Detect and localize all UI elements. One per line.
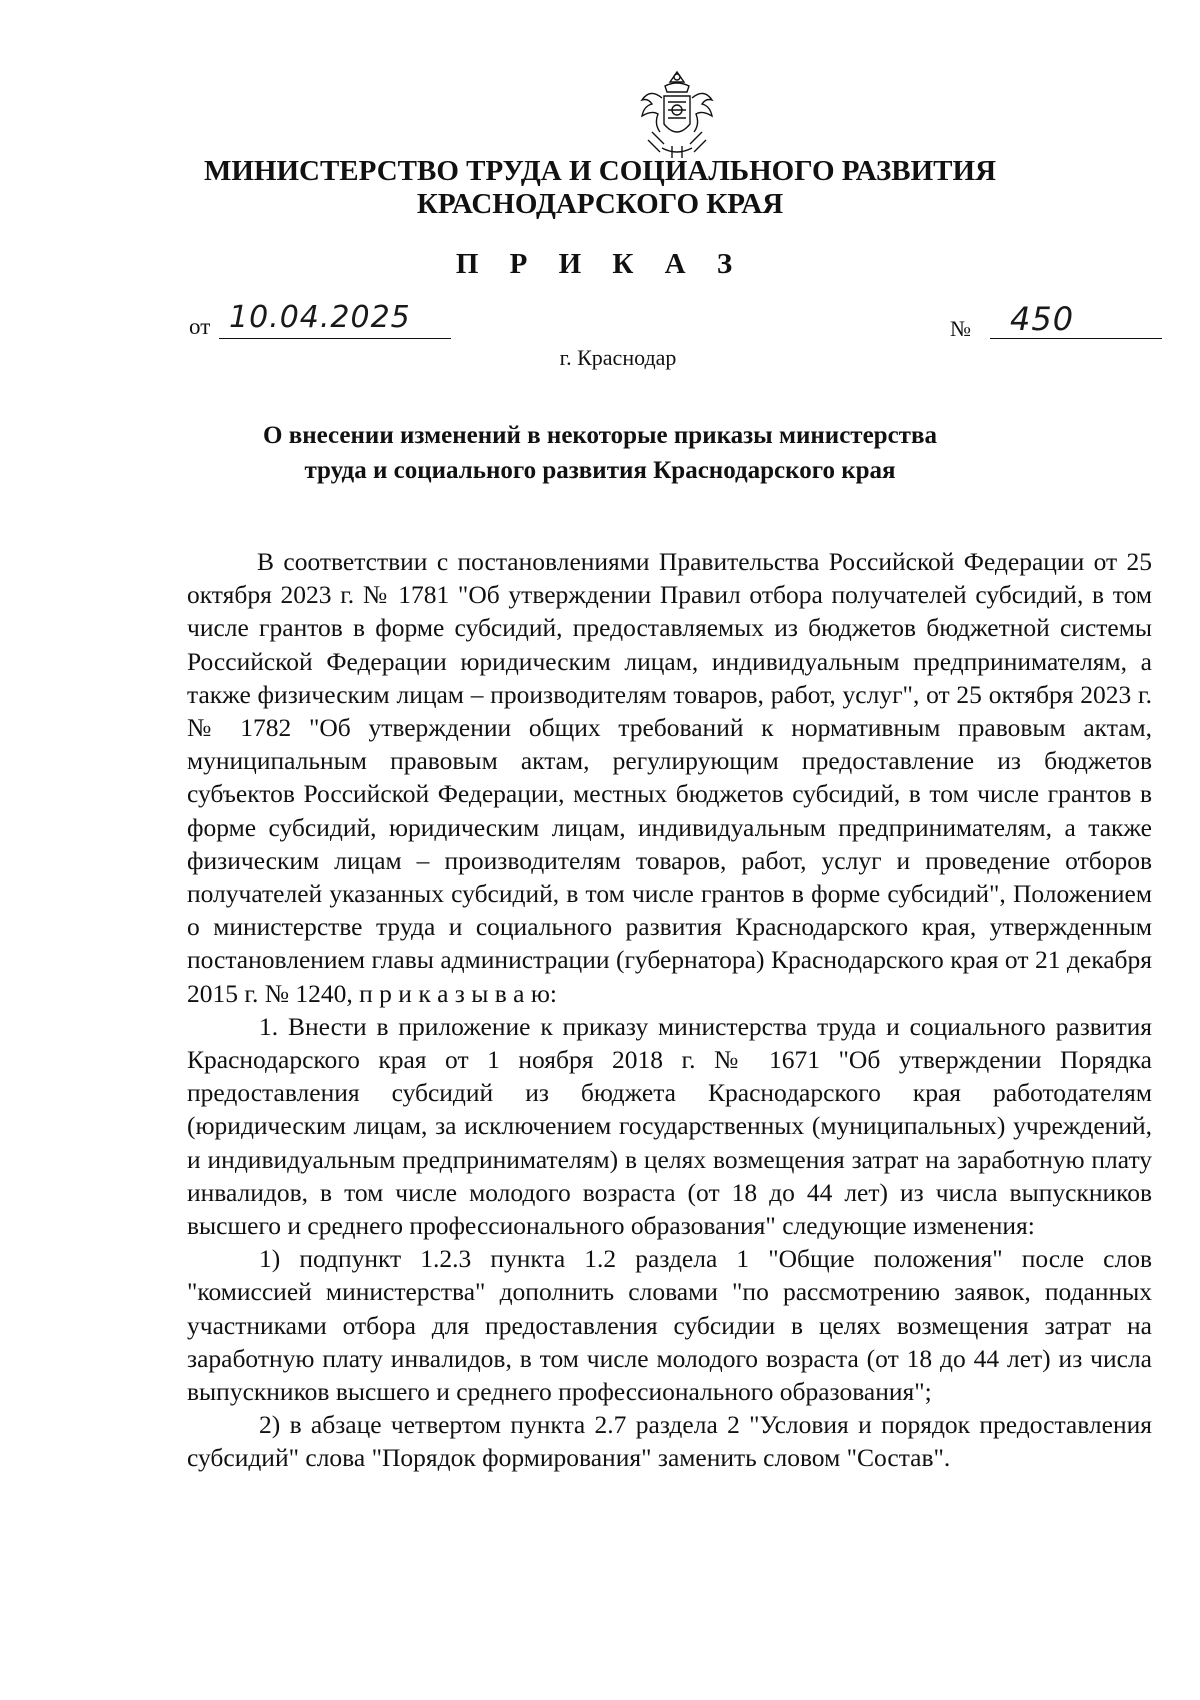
order-subject [0,418,1200,488]
body-paragraph-preamble: В соответствии с постановлениями Правительства Российской Федерации от 25 октября 2023 г. № 1781 "Об утверждении Правил отбора получателей субсидий, в том числе грантов в форме субсидий, предоставляемых из бюджетов бюджетной системы Российской Федерации юридическим лицам, индивидуальным предпринимателям, а также физическим лицам – производителям товаров, работ, услуг", от 25 октября 2023 г. № 1782 "Об утверждении общих требований к нормативным правовым актам, муниципальным правовым актам, регулирующим предоставление из бюджетов субъектов Российской Федерации, местных бюджетов субсидий, в том числе грантов в форме субсидий, юридическим лицам, индивидуальным предпринимателям, а также физическим лицам – производителям товаров, работ, услуг и проведение отборов получателей указанных субсидий, в том числе грантов в форме субсидий", Положением о министерстве труда и социального развития Краснодарского края, утвержденным постановлением главы администрации (губернатора) Краснодарского края от 21 декабря 2015 г. № 1240, п р и к а з ы в а ю: [187,547,1152,1008]
number-prefix: № [950,316,971,341]
subject-line2: труда и социального развития Краснодарского края [304,457,896,484]
body-paragraph-subitem-2: 2) в абзаце четвертом пункта 2.7 раздела 2 "Условия и порядок предоставления субсидий" слова "Порядок формирования" заменить словом "Состав". [187,1410,1152,1473]
body-paragraph-subitem-1: 1) подпункт 1.2.3 пункта 1.2 раздела 1 "Общие положения" после слов "комиссией министерства" дополнить словами "по рассмотрению заявок, поданных участниками отбора для предоставления субсидии в целях возмещения затрат на заработную плату инвалидов, в том числе молодого возраста (от 18 до 44 лет) из числа выпускников высшего и среднего профессионального образования"; [187,1244,1152,1407]
subject-line1: О внесении изменений в некоторые приказы министерства [263,422,937,449]
body-paragraph-item-1: 1. Внести в приложение к приказу министерства труда и социального развития Краснодарского края от 1 ноября 2018 г. № 1671 "Об утверждении Порядка предоставления субсидий из бюджета Краснодарского края работодателям (юридическим лицам, за исключением государственных (муниципальных) учреждений, и индивидуальным предпринимателям) в целях возмещения затрат на заработную плату инвалидов, в том числе молодого возраста (от 18 до 44 лет) из числа выпускников высшего и среднего профессионального образования" следующие изменения: [187,1011,1152,1241]
document-body [187,545,1152,1475]
date-underline [219,338,451,339]
city: г. Краснодар [559,345,677,370]
ministry-header-line2: КРАСНОДАРСКОГО КРАЯ [416,188,784,220]
order-number [950,298,1170,340]
date-prefix: от [189,314,211,339]
document-title: П Р И К А З [455,248,745,280]
number-underline [990,338,1162,339]
ministry-header-line1: МИНИСТЕРСТВО ТРУДА И СОЦИАЛЬНОГО РАЗВИТИЯ [203,155,997,187]
ministry-header [0,155,1200,221]
date-value: 10.04.2025 [229,300,411,335]
number-value: 450 [1010,300,1075,338]
order-date [189,298,489,340]
coat-of-arms-icon [632,68,722,160]
